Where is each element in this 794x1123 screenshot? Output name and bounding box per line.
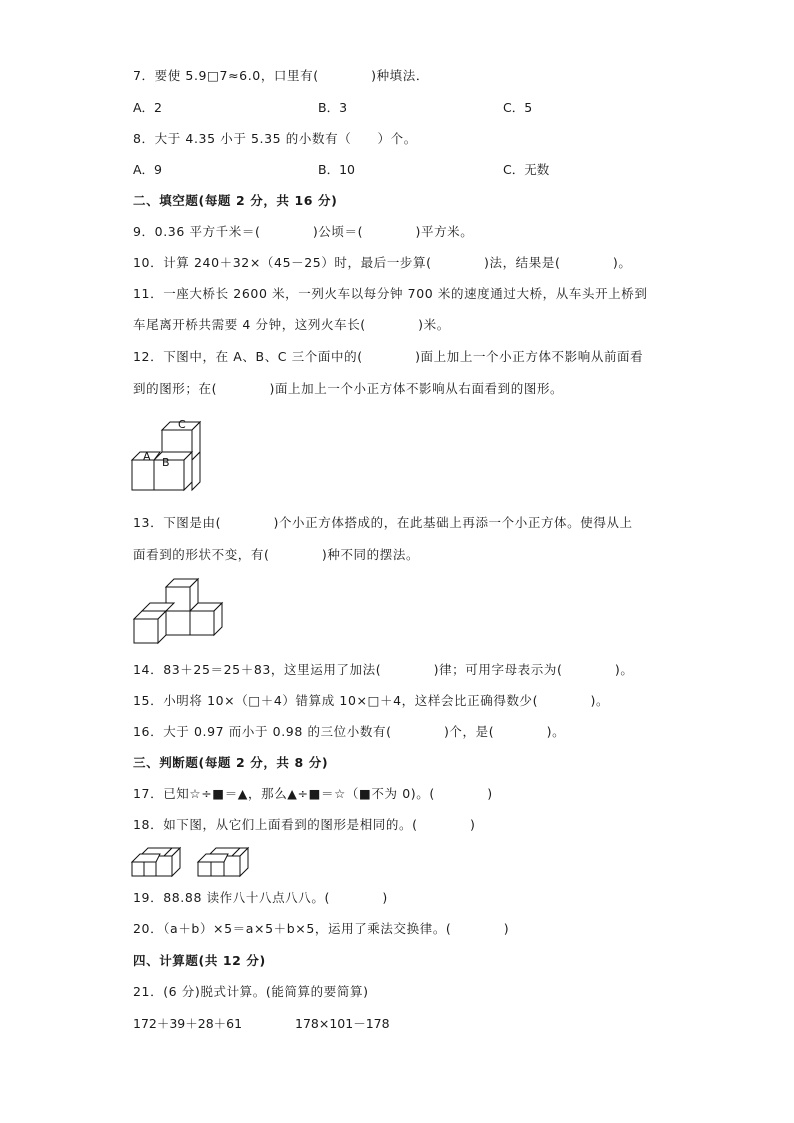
q21-expression-1: 172＋39＋28＋61	[133, 1016, 243, 1031]
label-c: C	[178, 418, 186, 431]
question-8: 8．大于 4.35 小于 5.35 的小数有（ ）个。	[133, 131, 417, 146]
q8-option-b: B．10	[318, 162, 355, 177]
question-13-line-2: 面看到的形状不变，有( )种不同的摆法。	[133, 547, 420, 562]
section-judgement-heading: 三、判断题(每题 2 分，共 8 分)	[133, 755, 329, 770]
question-19: 19．88.88 读作八十八点八八。( )	[133, 890, 388, 905]
question-12-line-1: 12．下图中，在 A、B、C 三个面中的( )面上加上一个小正方体不影响从前面看	[133, 349, 644, 364]
question-7: 7．要使 5.9□7≈6.0，口里有( )种填法．	[133, 68, 429, 83]
question-15: 15．小明将 10×（□＋4）错算成 10×□＋4，这样会比正确得数少( )。	[133, 693, 610, 708]
question-20: 20．（a＋b）×5＝a×5＋b×5，运用了乘法交换律。( )	[133, 921, 510, 936]
q7-option-b: B．3	[318, 100, 348, 115]
section-calculation-heading: 四、计算题(共 12 分)	[133, 953, 266, 968]
label-a: A	[143, 450, 151, 463]
q8-option-c: C．无数	[503, 162, 550, 177]
q18-cube-figures	[128, 840, 258, 882]
question-9: 9．0.36 平方千米＝( )公顷＝( )平方米。	[133, 224, 474, 239]
q13-cube-figure	[126, 575, 226, 645]
q8-option-a: A．9	[133, 162, 163, 177]
question-10: 10．计算 240＋32×（45－25）时，最后一步算( )法，结果是( )。	[133, 255, 632, 270]
q21-expression-2: 178×101－178	[295, 1016, 390, 1031]
question-21: 21．(6 分)脱式计算。(能简算的要简算)	[133, 984, 369, 999]
question-16: 16．大于 0.97 而小于 0.98 的三位小数有( )个，是( )。	[133, 724, 566, 739]
question-12-line-2: 到的图形；在( )面上加上一个小正方体不影响从右面看到的图形。	[133, 381, 564, 396]
q7-option-a: A．2	[133, 100, 163, 115]
q12-cube-figure	[126, 414, 208, 502]
q7-option-c: C．5	[503, 100, 533, 115]
question-17: 17．已知☆÷■＝▲，那么▲÷■＝☆（■不为 0)。( )	[133, 786, 493, 801]
section-fill-in-heading: 二、填空题(每题 2 分，共 16 分)	[133, 193, 338, 208]
question-14: 14．83＋25＝25＋83，这里运用了加法( )律；可用字母表示为( )。	[133, 662, 634, 677]
question-18: 18．如下图，从它们上面看到的图形是相同的。( )	[133, 817, 476, 832]
label-b: B	[162, 456, 170, 469]
question-11-line-1: 11．一座大桥长 2600 米，一列火车以每分钟 700 米的速度通过大桥，从车头开上桥到	[133, 286, 648, 301]
question-11-line-2: 车尾离开桥共需要 4 分钟，这列火车长( )米。	[133, 317, 450, 332]
question-13-line-1: 13．下图是由( )个小正方体搭成的，在此基础上再添一个小正方体。使得从上	[133, 515, 633, 530]
